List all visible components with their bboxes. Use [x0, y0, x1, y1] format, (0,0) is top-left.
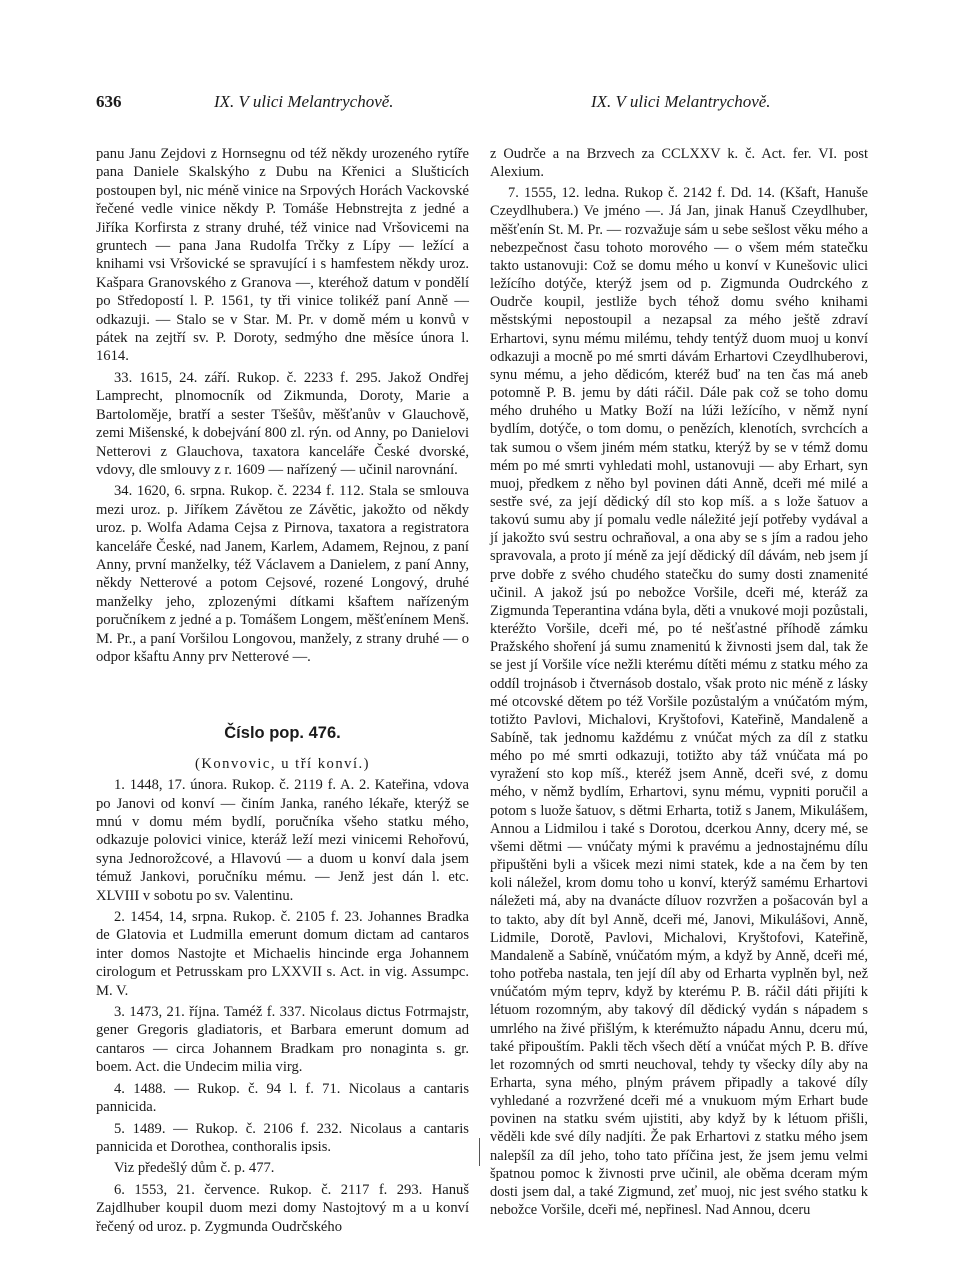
page-number: 636: [96, 92, 122, 111]
paragraph: 2. 1454, 14, srpna. Rukop. č. 2105 f. 23. Johannes Bradka de Glatovia et Ludmilla emerunt domum dictam ad cantaros inter domos Nastojte et Michaelis hincinde erga Johannem cirologum et Petrusskam pro LXXVII s. Act. in vig. Assumpc. M. V.: [96, 909, 469, 999]
paragraph: 3. 1473, 21. října. Taméž f. 337. Nicolaus dictus Fotrmajstr, gener Gregoris gladiatoris, et Barbara emerunt domum ad cantaros — circa Johannem Bradkam pro nonaginta s. gr. boem. Act. die Undecim milia virg.: [96, 1004, 469, 1076]
margin-mark: [479, 1138, 480, 1166]
running-head-right: IX. V ulici Melantrychově.: [591, 92, 771, 111]
section-subheading: (Konvovic, u tří konví.): [194, 755, 371, 772]
running-head-left: IX. V ulici Melantrychově.: [214, 92, 394, 111]
paragraph: 33. 1615, 24. září. Rukop. č. 2233 f. 295. Jakož Ondřej Lamprecht, plnomocník od Zikmunda, Doroty, Marie a Bartoloměje, bratří a sester Tšešův, měšťanův v Glauchově, zemi Mišenské, k dobejvání 800 zl. rýn. od Anny, po Danielovi Netterovi z Glauchova, taxatora kanceláře České dvorské, vdovy, dle smlouvy z r. 1609 — nařízený — učinil narovnání.: [96, 369, 469, 478]
section-heading: Číslo pop. 476.: [224, 724, 341, 743]
paragraph: 5. 1489. — Rukop. č. 2106 f. 232. Nicolaus a cantaris pannicida et Dorothea, conthoralis ipsis.: [96, 1120, 469, 1155]
paragraph: 34. 1620, 6. srpna. Rukop. č. 2234 f. 112. Stala se smlouva mezi uroz. p. Jiříkem Závětou ze Závětic, jakožto od někdy uroz. p. Wolfa Adama Cejsa z Pirnova, taxatora a registratora kanceláře České, nad Janem, Karlem, Adamem, Rejnou, z paní Anny, první manželky, též Václavem a Danielem, z paní Anny, někdy Netterové a potom Cejsové, rozené Longový, druhé manželky jeho, zplozenými dítkami kšaftem nařízeným poručníkem z jedné a p. Tomášem Longem, měšťenínem Menš. M. Pr., a paní Voršilou Longovou, manžely, z strany druhé — o odpor kšaftu Anny prv Netterové —.: [96, 483, 469, 665]
paragraph: Viz předešlý dům č. p. 477.: [114, 1160, 275, 1177]
right-column: [490, 145, 868, 1219]
paragraph: 7. 1555, 12. ledna. Rukop č. 2142 f. Dd. 14. (Kšaft, Hanuše Czeydlhubera.) Ve jméno —. Já Jan, jinak Hanuš Czeydlhuber, měšťenín St. M. Pr. — rozvažuje sám u sebe sešlost věku mého a nebezpečnost času tohoto morového — o všem mém statečku takto ustanovuji: Což se domu mého u konví v Kunešovic ulici ležícího dotýče, kterýž jsem od p. Zigmunda Oudrckého z Oudrče koupil, jestliže bych téhož domu svého knihami městskými nepostoupil a nezapsal za mého ještě zdraví Erhartovi, synu mému milému, tehdy tentýž duom muoj u konví odkazuji a mocně po mé smrti dávám Erhartovi Czeydlhuberovi, synu mému, a jeho dědicóm, kteréž buď na ten čas má aneb potomně P. B. jemu by dáti ráčil. Dále pak což se toho domu mého druhého u Matky Boží na lúži ležícího, v němž nyní bydlím, dotýče, o tom domu, o penězích, klenotích, svrchcích a tak sumou o všem jiném mém statku, kterýž by se v témž domu mém po mé smrti vyhledati mohl, ustanovuji — aby Erhart, syn muoj, předkem z něho byl povinen dáti Anně, dceři mé milé a sestře své, za její dědický díl sto kop míš. a s lože šatuov a takovú sumu aby jí pomalu vedle náležité její potřeby vydával a jí jakožto svú sestru ochraňoval, a ona aby se s jím a radou jeho spravovala, a proto jí méně za její dědický díl dávám, neb jsem jí prve dobře z svého chudého statečku do sumy dosti znamenité učinil. A jakož jsú po nebožce Voršile, dceři mé, kteráž za Zigmunda Teperantina vdána byla, děti a vnukové moji pozůstali, kteréžto Voršile, dceři mé, po té nešťastné příhodě zámku Pražského shoření já sumu znamenitú k živnosti jsem dal, tak že se jest jí Voršile více nežli kterému dítěti mému z statku mého za oddíl trojnásob i čtvernásob dostalo, však proto nic méně z lásky mé otcovské dětem po též Voršile pozůstalým a vnúčatóm mým, totižto Pavlovi, Michalovi, Kryštofovi, Kateřině, Mandaleně a Sabíně, tak jednomu každému z vnúčat mých za díl z statku mého po mé smrti odkazuji, totižto aby táž vnúčata má po vyražení sto kop míš., kteréž jsem Anně, dceři své, z domu mého, v němž bydlím, Erhartovi, synu mému, vypniti poručil a potom s luože šatuov, s dětmi Erharta, totiž s Janem, Mikulášem, Annou a Lidmilou i také s Dorotou, dcerkou Anny, dcery mé, se všemi dětmi — vnúčaty mými k pravému a jednostajnému dílu připuštěni byli a všicek mezi nimi statek, kde a na čem by ten koli náležel, krom domu toho u konví, kterýž samému Erhartovi náležeti má, aby na dvanácte díluov rozvržen a pošacován byl a to takto, aby dít byl Anně, dceři mé, Janovi, Mikulášovi, Anně, Lidmile, Dorotě, Pavlovi, Michalovi, Kryštofovi, Kateřině, Mandaleně a Sabíně, vnúčatóm mým, a když by Anně, dceři mé, toho potřeba nastala, ten její díl aby od Erharta vyplněn byl, než vnúčatóm mým teprv, když by kterému P. B. ráčil dáti přijíti k létuom rozomným, aby takový díl dědický vydán s nápadem s umrlého na živé přišlým, k kterémužto nápadu Annu, dceru mú, také připouštím. Pakli těch všech dětí a vnúčat mých P. B. dříve let rozomných od smrti neuchoval, tehdy ty všecky díly aby na Erharta, syna mého, plným právem připadly a takové díly vyhledané a rozvržené dceři mé a vnukuom mým Erhart bude povinen na statku svém ujistiti, aby když by k létuom přišli, věděli kde své díly nadjíti. Že pak Erhartovi z statku mého jsem nalepšíl za díl jeho, toho tato příčina jest, že jsem jemu velmi špatnou pomoc k živnosti prve učinil, ale oběma dceram mým dosti jsem dal, a také Zigmund, zeť muoj, nic jest svého statku k nebožce Voršile, dceři mé, nepřinesl. Nad Annou, dceru: [490, 185, 868, 1219]
page-header: [96, 92, 866, 116]
paragraph: 6. 1553, 21. července. Rukop. č. 2117 f. 293. Hanuš Zajdlhuber koupil duom mezi domy Nastojtový m a u konví řečený od uroz. p. Zygmunda Oudrčského: [96, 1181, 469, 1235]
paragraph: z Oudrče a na Brzvech za CCLXXV k. č. Act. fer. VI. post Alexium.: [490, 146, 868, 181]
left-column: [96, 145, 469, 1236]
paragraph: 1. 1448, 17. února. Rukop. č. 2119 f. A. 2. Kateřina, vdova po Janovi od konví — činím Janka, raného lékaře, kterýž se mnú v domu mém bydlí, poručníka všeho statku mého, odkazuje polovici vinice, kteráž leží mezi vinicemi Rehořovú, syna Jednorožcové, a Hlavovú — a duom u konví dala jsem témuž Jankovi, poručníku mému. — Jenž jest dán l. etc. XLVIII v sobotu po sv. Valentinu.: [96, 777, 469, 904]
paragraph: 4. 1488. — Rukop. č. 94 l. f. 71. Nicolaus a cantaris pannicida.: [96, 1080, 469, 1116]
paragraph: panu Janu Zejdovi z Hornsegnu od též někdy urozeného rytíře pana Daniele Skalskýho z Dubu na Křenici a Slušticích postoupen byl, nic méně vinice na Srpových Horách Vackovské řečené vedle vinice někdy P. Tomáše Hebnstrejta z jedné a Jiříka Korfirsta z strany druhé, též vinice nad Vršovicemi na gruntech — pana Jana Rudolfa Trčky z Lípy — ležící a knihami vsi Vršovické se spravující i s hamfestem někdy uroz. Kašpara Granovského z Granova —, kteréhož datum v pondělí po Středopostí l. P. 1561, ty tři vinice tolikéž paní Anně — odkazuji. — Stalo se v Star. M. Pr. v domě mém u konvů v pátek na zejtří sv. P. Doroty, sedmýho dne měsíce února l. 1614.: [96, 146, 469, 365]
